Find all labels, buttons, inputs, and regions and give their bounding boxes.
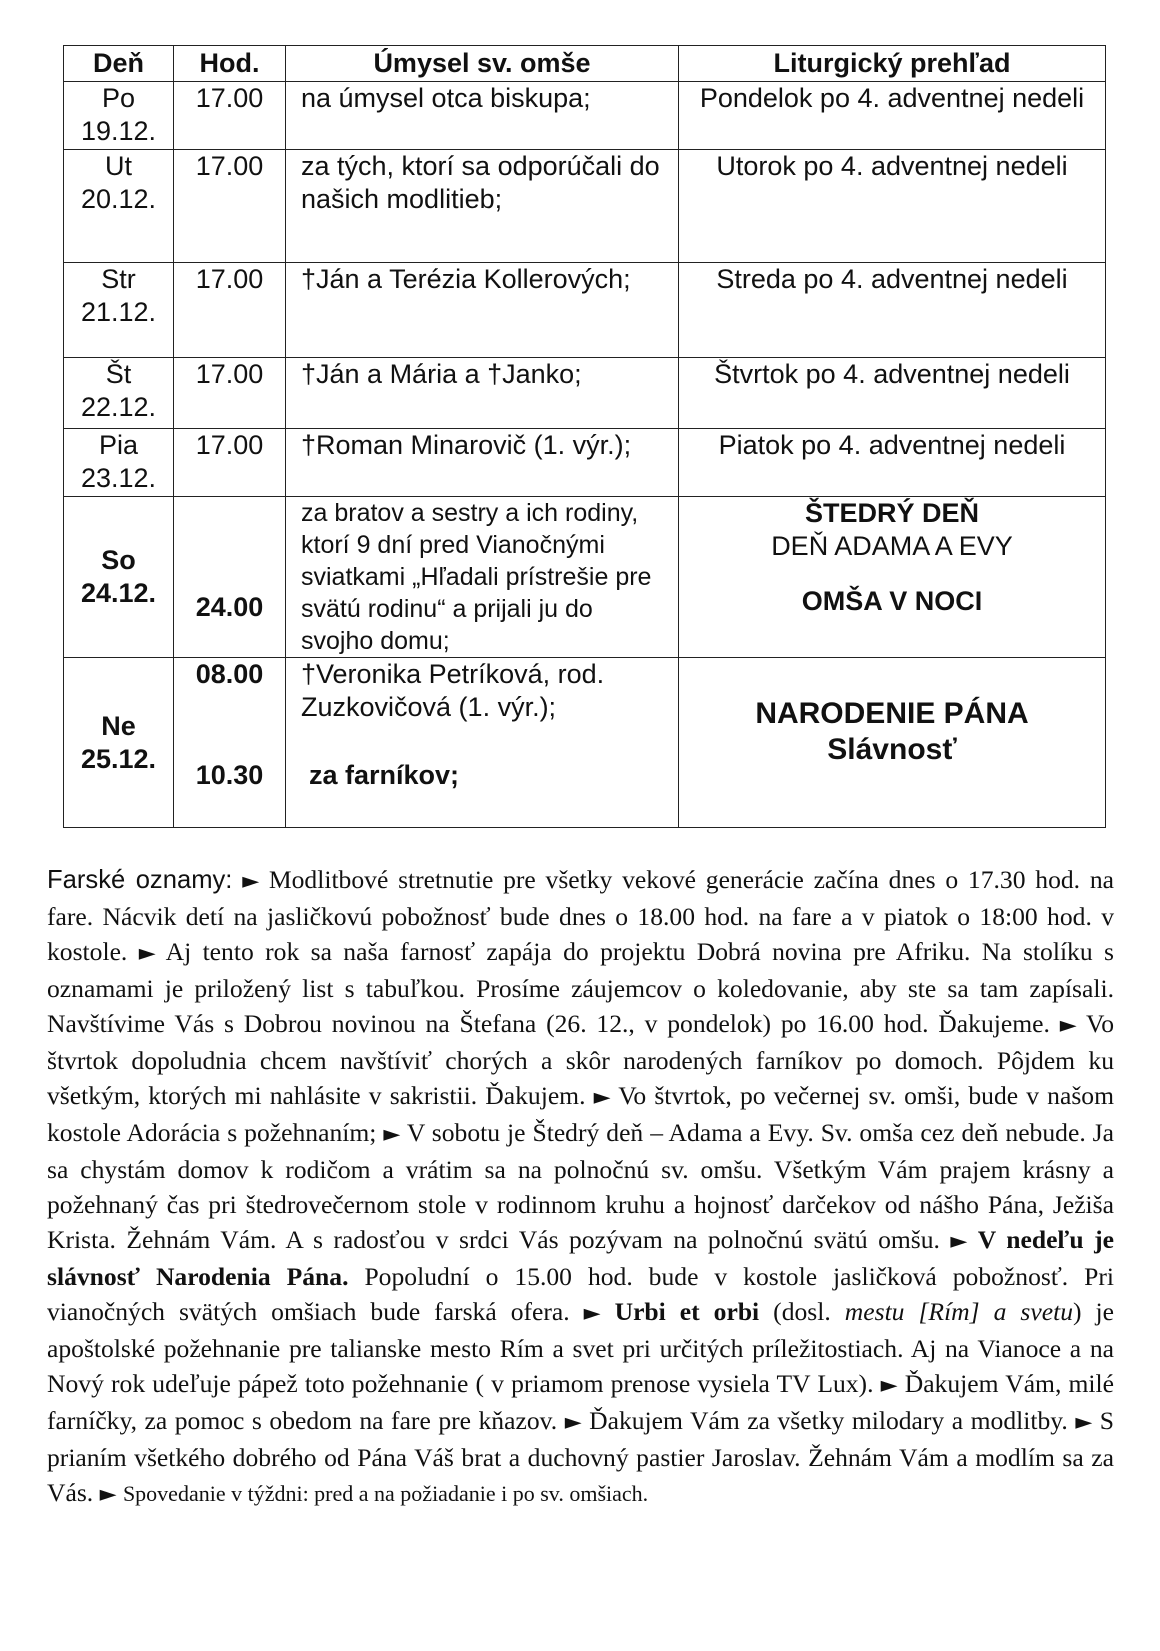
day-cell (64, 82, 174, 150)
header-hour: Hod. (174, 46, 286, 82)
liturgy-mass-label: OMŠA V NOCI (801, 586, 983, 616)
day-name: Ut (105, 151, 132, 181)
table-row (64, 429, 1106, 497)
arrow-bullet-icon: ► (242, 869, 260, 894)
hour-cell (174, 658, 286, 828)
intention-cell (286, 658, 679, 828)
hour-cell: 17.00 (174, 263, 286, 358)
arrow-bullet-icon: ► (99, 1482, 117, 1507)
table-row (64, 263, 1106, 358)
announcements-lead: Farské oznamy: (47, 866, 233, 894)
liturgy-title: NARODENIE PÁNA (755, 697, 1029, 730)
table-row (64, 82, 1106, 150)
table-row (64, 658, 1106, 828)
arrow-bullet-icon: ► (1075, 1410, 1093, 1435)
arrow-bullet-icon: ► (383, 1122, 401, 1147)
intention-cell: †Ján a Terézia Kollerových; (286, 263, 679, 358)
announcement-blessing: S prianím všetkého dobrého od Pána Váš brat a duchovný pastier Jaroslav. Žehnám Vám a modlím sa za Vás. (47, 1406, 1114, 1507)
day-date: 21.12. (80, 297, 157, 327)
hour-value-1: 08.00 (195, 659, 264, 689)
liturgy-cell: Pondelok po 4. adventnej nedeli (679, 82, 1106, 150)
day-name: Str (101, 264, 136, 294)
intention-cell: †Roman Minarovič (1. výr.); (286, 429, 679, 497)
mass-schedule-table (63, 45, 1106, 828)
announcement-urbi-bold: Urbi et orbi (614, 1297, 760, 1326)
day-date: 24.12. (80, 578, 157, 608)
arrow-bullet-icon: ► (583, 1301, 601, 1326)
hour-cell: 17.00 (174, 358, 286, 429)
table-row (64, 150, 1106, 263)
arrow-bullet-icon: ► (950, 1229, 968, 1254)
day-date: 19.12. (80, 116, 157, 146)
arrow-bullet-icon: ► (1059, 1013, 1077, 1038)
liturgy-cell: Streda po 4. adventnej nedeli (679, 263, 1106, 358)
liturgy-subtitle: Slávnosť (827, 733, 957, 766)
hour-value: 24.00 (195, 592, 264, 622)
day-date: 22.12. (80, 392, 157, 422)
liturgy-title: ŠTEDRÝ DEŇ (804, 498, 980, 528)
intention-1: †Veronika Petríková, rod. Zuzkovičová (1. výr.); (301, 659, 605, 722)
announcement-adoration: Vo štvrtok, po večernej sv. omši, bude v našom kostole Adorácia s požehnaním; (47, 1081, 1114, 1147)
day-date: 23.12. (80, 463, 157, 493)
day-cell (64, 263, 174, 358)
announcement-urbi-italic: mestu [Rím] a svetu (844, 1297, 1073, 1326)
liturgy-subtitle: DEŇ ADAMA A EVY (771, 531, 1013, 561)
day-name: Pia (98, 430, 139, 460)
header-intention: Úmysel sv. omše (286, 46, 679, 82)
hour-cell: 17.00 (174, 82, 286, 150)
liturgy-cell: Piatok po 4. adventnej nedeli (679, 429, 1106, 497)
hour-value-2: 10.30 (195, 760, 264, 790)
arrow-bullet-icon: ► (593, 1085, 611, 1110)
arrow-bullet-icon: ► (880, 1373, 898, 1398)
day-date: 25.12. (80, 743, 157, 774)
hour-cell (174, 497, 286, 658)
day-cell (64, 358, 174, 429)
intention-cell: za tých, ktorí sa odporúčali do našich modlitieb; (286, 150, 679, 263)
intention-cell: †Ján a Mária a †Janko; (286, 358, 679, 429)
header-day: Deň (64, 46, 174, 82)
announcement-prayer-meeting: Modlitbové stretnutie pre všetky vekové generácie začína dnes o 17.30 hod. na fare. Nácvik detí na jasličkovú pobožnosť bude dnes o 18.00 hod. na fare a v piatok o 18:00 hod. v kostole. (47, 865, 1114, 966)
intention-2: za farníkov; (309, 760, 460, 790)
hour-cell: 17.00 (174, 150, 286, 263)
day-cell (64, 658, 174, 828)
liturgy-cell: Štvrtok po 4. adventnej nedeli (679, 358, 1106, 429)
liturgy-cell (679, 497, 1106, 658)
announcement-christmas-eve: V sobotu je Štedrý deň – Adama a Evy. Sv. omša cez deň nebude. Ja sa chystám domov k rodičom a vrátim sa na polnočnú sv. omšu. Všetkým Vám prajem krásny a požehnaný čas pri štedrovečernom stole v rodinnom kruhu a hojnosť darčekov od nášho Pána, Ježiša Krista. Žehnám Vám. A s radosťou v srdci Vás pozývam na polnočnú svätú omšu. (47, 1118, 1115, 1254)
day-name: Št (105, 359, 132, 389)
arrow-bullet-icon: ► (564, 1410, 582, 1435)
announcement-thanks-lunch: Ďakujem Vám, milé farníčky, za pomoc s obedom na fare pre kňazov. (47, 1369, 1114, 1435)
table-header-row (64, 46, 1106, 82)
table-row (64, 358, 1106, 429)
day-name: So (101, 545, 136, 575)
day-cell (64, 429, 174, 497)
arrow-bullet-icon: ► (138, 941, 156, 966)
announcement-good-news: Aj tento rok sa naša farnosť zapája do projektu Dobrá novina pre Afriku. Na stolíku s oznamami je priložený list s tabuľkou. Prosíme záujemcov o koledovanie, aby ste sa tam zapísali. Navštívime Vás s Dobrou novinou na Štefana (26. 12., v pondelok) po 16.00 hod. Ďakujeme. (47, 937, 1114, 1038)
day-date: 20.12. (80, 184, 157, 214)
announcement-confession: Spovedanie v týždni: pred a na požiadanie i po sv. omšiach. (122, 1481, 649, 1506)
announcement-urbi-a: (dosl. (773, 1297, 831, 1326)
header-liturgy: Liturgický prehľad (679, 46, 1106, 82)
day-cell (64, 150, 174, 263)
announcement-sick-visits: Vo štvrtok dopoludnia chcem navštíviť chorých a skôr narodených farníkov po domoch. Pôjdem ku všetkým, ktorých mi nahlásite v sakristii. Ďakujem. (47, 1009, 1114, 1110)
day-name: Ne (101, 710, 136, 741)
liturgy-cell: Utorok po 4. adventnej nedeli (679, 150, 1106, 263)
liturgy-cell (679, 658, 1106, 828)
intention-cell: za bratov a sestry a ich rodiny, ktorí 9 dní pred Vianočnými sviatkami „Hľadali prístrešie pre svätú rodinu“ a prijali ju do svojho domu; (286, 497, 679, 658)
parish-announcements (47, 862, 1114, 1512)
announcement-urbi-b: ) je apoštolské požehnanie pre talianske mesto Rím a svet pri určitých príležitostiach. Aj na Vianoce a na Nový rok udeľuje pápež toto požehnanie ( v priamom prenose vysiela TV Lux). (47, 1297, 1114, 1398)
day-cell (64, 497, 174, 658)
announcement-nativity: Popoludní o 15.00 hod. bude v kostole jasličková pobožnosť. Pri vianočných svätých omšiach bude farská ofera. (47, 1262, 1115, 1326)
table-row (64, 497, 1106, 658)
announcement-nativity-bold: V nedeľu je slávnosť Narodenia Pána. (47, 1225, 1114, 1291)
day-name: Po (101, 83, 136, 113)
announcement-thanks-gifts: Ďakujem Vám za všetky milodary a modlitby. (589, 1406, 1068, 1435)
hour-cell: 17.00 (174, 429, 286, 497)
intention-cell: na úmysel otca biskupa; (286, 82, 679, 150)
